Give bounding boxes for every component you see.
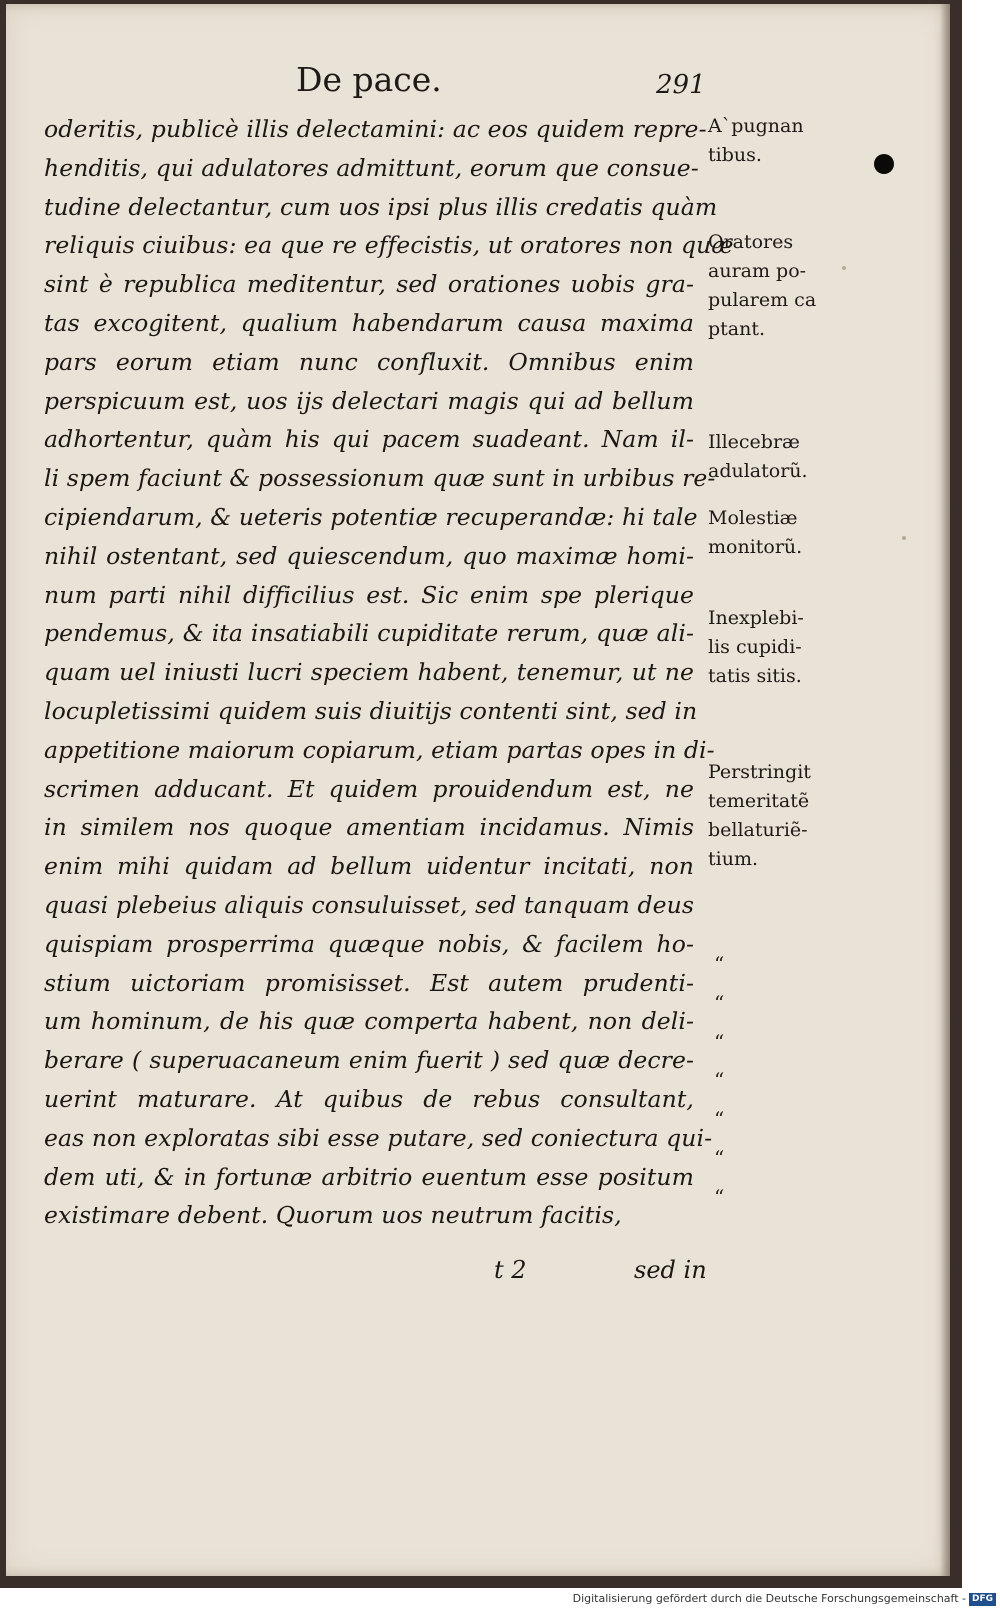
text-line: oderitis, publicè illis delectamini: ac eos quidem repre- (44, 115, 707, 143)
paper-speck (902, 536, 906, 540)
text-line: li spem faciunt & possessionum quæ sunt in urbibus re- (44, 464, 716, 493)
text-line: eas non exploratas sibi esse putare, sed coniectura qui- (44, 1123, 713, 1152)
credit-text: Digitalisierung gefördert durch die Deutsche Forschungsgemeinschaft - (572, 1592, 966, 1605)
text-line: tas excogitent, qualium habendarum causa maxima (44, 308, 694, 337)
text-line: locupletissimi quidem suis diuitijs contenti sint, sed in (44, 696, 698, 725)
margin-note-line: auram po- (708, 260, 807, 282)
text-line: dem uti, & in fortunæ arbitrio euentum esse positum (44, 1162, 694, 1191)
text-line: quispiam prosperrima quæque nobis, & facilem ho- (44, 929, 694, 958)
margin-note-line: ptant. (708, 318, 766, 340)
margin-note-line: A`pugnan (708, 115, 804, 137)
text-line: stium uictoriam promisisset. Est autem prudenti- (44, 968, 694, 997)
ink-dot (874, 154, 894, 174)
text-line: sint è republica meditentur, sed orationes uobis gra- (44, 270, 694, 299)
text-line: existimare debent. Quorum uos neutrum facitis, (44, 1201, 622, 1230)
page-edge-shadow (940, 4, 950, 1576)
dfg-logo: DFG (969, 1593, 996, 1606)
text-line: henditis, qui adulatores admittunt, eorum que consue- (44, 153, 699, 182)
margin-note-line: Oratores (708, 231, 794, 253)
margin-note-line: tatis sitis. (708, 665, 802, 687)
margin-note (708, 758, 811, 874)
margin-note-line: Perstringit (708, 761, 811, 783)
text-line: adhortentur, quàm his qui pacem suadeant. Nam il- (44, 425, 694, 454)
text-line: pendemus, & ita insatiabili cupiditate rerum, quæ ali- (44, 619, 694, 648)
quote-mark: “ (714, 1107, 725, 1132)
text-line: pars eorum etiam nunc confluxit. Omnibus enim (44, 347, 694, 376)
text-line: uerint maturare. At quibus de rebus consultant, (44, 1084, 694, 1113)
text-line: tudine delectantur, cum uos ipsi plus illis credatis quàm (44, 192, 718, 221)
paper-speck (842, 266, 846, 270)
page-number: 291 (656, 70, 706, 100)
text-line: cipiendarum, & ueteris potentiæ recuperandæ: hi tale (44, 502, 698, 531)
margin-note (708, 504, 802, 562)
margin-note-line: adulatorũ. (708, 460, 808, 482)
margin-note-line: bellaturiẽ- (708, 819, 808, 841)
text-line: scrimen adducant. Et quidem prouidendum est, ne (44, 774, 694, 803)
margin-note-line: Illecebræ (708, 431, 800, 453)
text-line: in similem nos quoque amentiam incidamus. Nimis (44, 813, 694, 842)
margin-note-line: tium. (708, 848, 759, 870)
margin-note-line: Inexplebi- (708, 607, 804, 629)
quote-mark: “ (714, 952, 725, 976)
text-line: berare ( superuacaneum enim fuerit ) sed quæ decre- (44, 1046, 694, 1075)
quote-mark: “ (714, 1184, 725, 1209)
digitization-credit (573, 1591, 996, 1607)
margin-note-line: temeritatẽ (708, 790, 810, 812)
quote-mark: “ (714, 1029, 725, 1054)
text-line: enim mihi quidam ad bellum uidentur incitati, non (44, 852, 694, 881)
text-line: reliquis ciuibus: ea que re effecistis, ut oratores non quæ (44, 231, 734, 260)
text-line: um hominum, de his quæ comperta habent, non deli- (44, 1007, 694, 1036)
margin-note-line: monitorũ. (708, 536, 803, 558)
signature-mark: t 2 (494, 1256, 527, 1284)
text-line: num parti nihil difficilius est. Sic enim spe plerique (44, 580, 694, 609)
text-line: perspicuum est, uos ijs delectari magis qui ad bellum (44, 386, 694, 415)
running-title: De pace. (296, 60, 442, 99)
text-line: appetitione maiorum copiarum, etiam partas opes in di- (44, 735, 715, 764)
margin-note-line: Molestiæ (708, 507, 798, 529)
margin-note (708, 604, 804, 691)
text-line: quasi plebeius aliquis consuluisset, sed tanquam deus (44, 890, 694, 919)
catchword: sed in (634, 1256, 707, 1284)
running-head (296, 60, 716, 112)
margin-note-line: tibus. (708, 144, 762, 166)
body-text (44, 110, 734, 1235)
quote-mark: “ (714, 1068, 725, 1093)
book-page (6, 4, 950, 1576)
margin-note (708, 228, 816, 344)
quote-mark: “ (714, 1146, 725, 1170)
margin-note-line: lis cupidi- (708, 636, 802, 658)
text-line: quam uel iniusti lucri speciem habent, tenemur, ut ne (44, 658, 694, 687)
text-line: nihil ostentant, sed quiescendum, quo maximæ homi- (44, 541, 694, 570)
margin-note-line: pularem ca (708, 289, 817, 311)
quote-mark: “ (714, 990, 725, 1015)
margin-note (708, 428, 808, 486)
margin-note (708, 112, 804, 170)
